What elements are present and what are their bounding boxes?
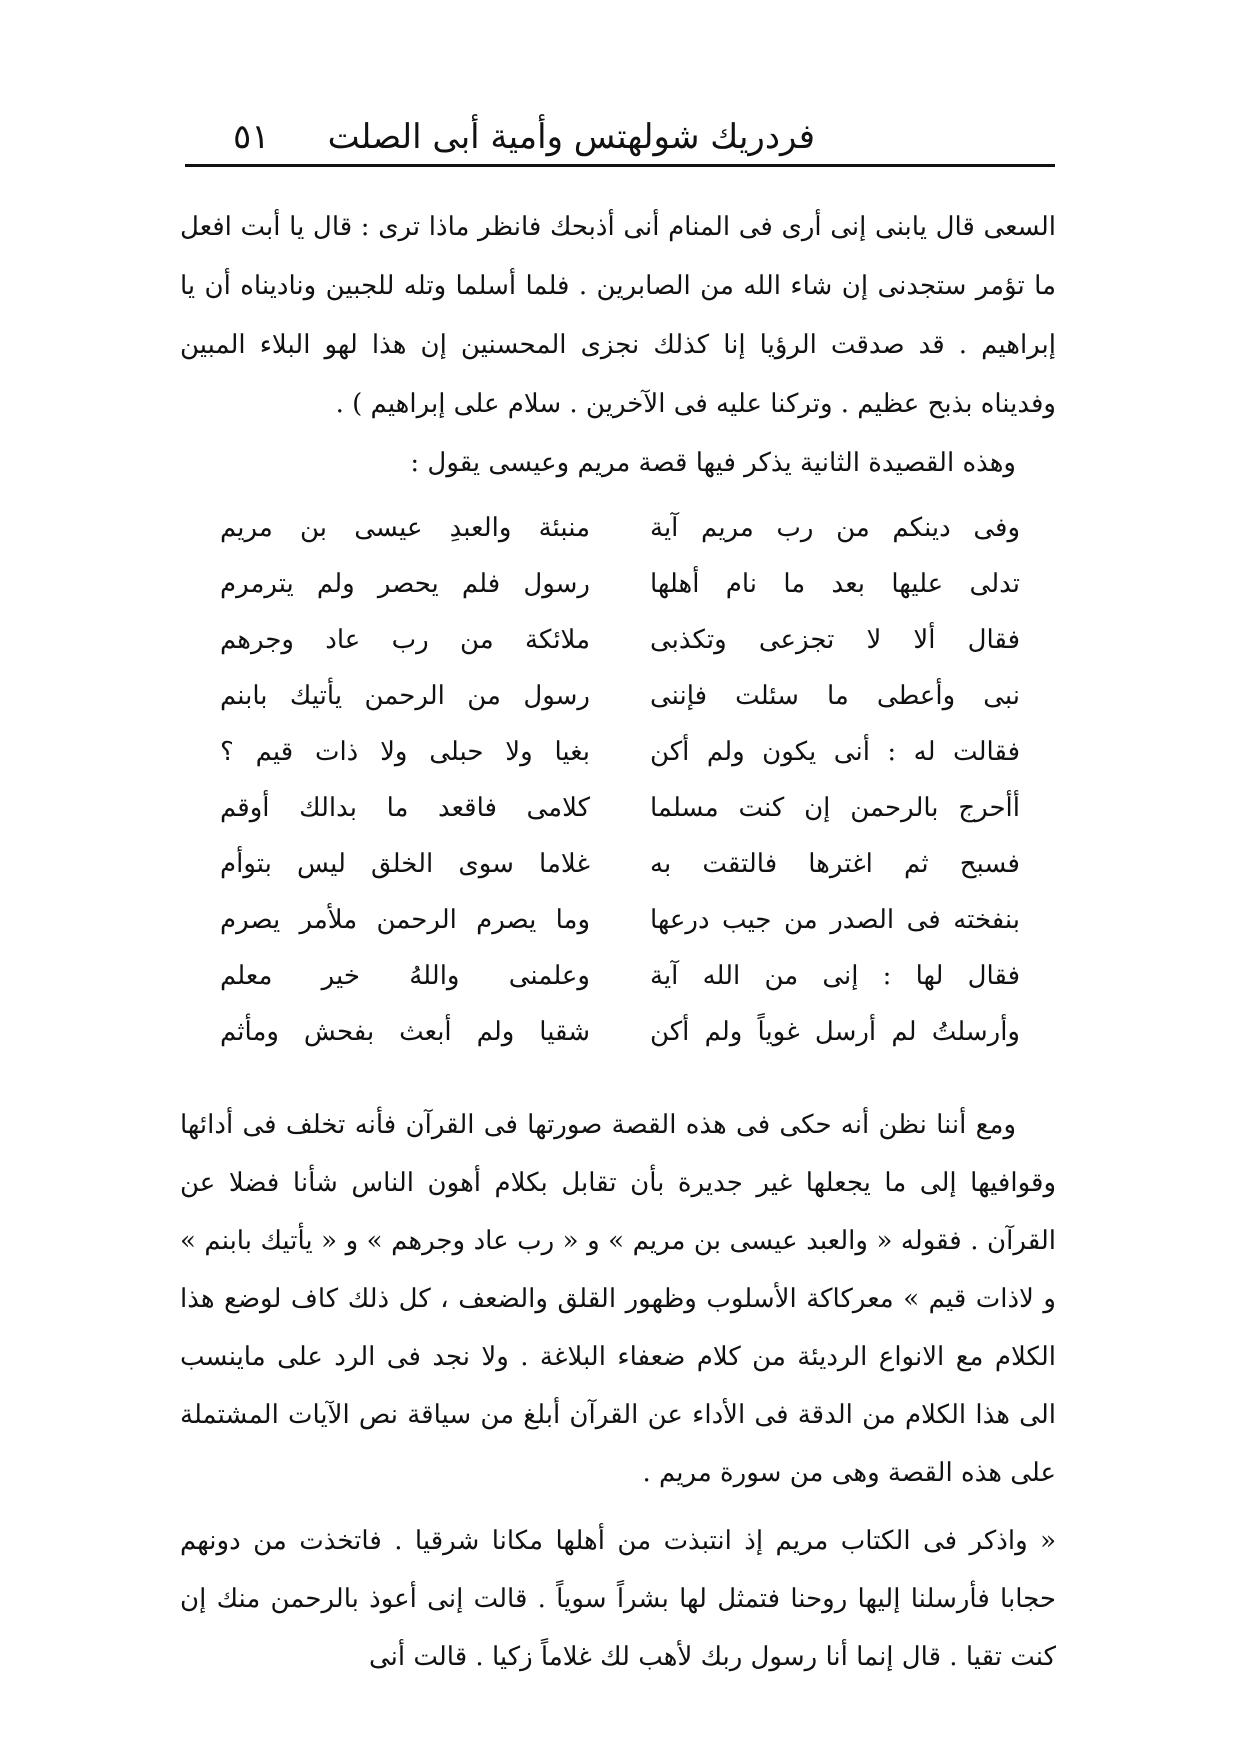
verse-first-half: فقالت له : أنى يكون ولم أكن bbox=[650, 737, 1020, 767]
poem-verse bbox=[220, 500, 1020, 556]
verse-second-half: ملائكة من رب عاد وجرهم bbox=[220, 625, 590, 655]
poem-verse bbox=[220, 948, 1020, 1004]
verse-first-half: فسبح ثم اغترها فالتقت به bbox=[650, 849, 1020, 879]
page-number: ٥١ bbox=[233, 117, 270, 157]
verse-first-half: وأرسلتُ لم أرسل غوياً ولم أكن bbox=[650, 1017, 1020, 1047]
commentary-paragraph: ومع أننا نظن أنه حكى فى هذه القصة صورتها فى القرآن فأنه تخلف فى أدائها وقوافيها إلى ما يجعلها غير جديرة بأن تقابل بكلام أهون الناس شأنا فضلا عن القرآن . فقوله « والعبد عيسى بن مريم » و « رب عاد وجرهم » و « يأتيك بابنم » و لاذات قيم » معركاكة الأسلوب وظهور القلق والضعف ، كل ذلك كاف لوضع هذا الكلام مع الانواع الرديئة من كلام ضعفاء البلاغة . ولا نجد فى الرد على ماينسب الى هذا الكلام من الدقة فى الأداء عن القرآن أبلغ من سياقة نص الآيات المشتملة على هذه القصة وهى من سورة مريم . bbox=[180, 1110, 1056, 1488]
verse-second-half: غلاما سوى الخلق ليس بتوأم bbox=[220, 849, 590, 879]
poem-verse bbox=[220, 612, 1020, 668]
verse-first-half: وفى دينكم من رب مريم آية bbox=[650, 513, 1020, 543]
verse-second-half: وما يصرم الرحمن ملأمر يصرم bbox=[220, 905, 590, 935]
poem-verse bbox=[220, 1004, 1020, 1060]
verse-second-half: وعلمنى واللهُ خير معلم bbox=[220, 961, 590, 991]
commentary-text bbox=[180, 1096, 1056, 1502]
verse-first-half: بنفخته فى الصدر من جيب درعها bbox=[650, 905, 1020, 935]
poem-verse bbox=[220, 780, 1020, 836]
quran-quotation bbox=[180, 1512, 1056, 1686]
verse-second-half: رسول من الرحمن يأتيك بابنم bbox=[220, 681, 590, 711]
verse-first-half: تدلى عليها بعد ما نام أهلها bbox=[650, 569, 1020, 599]
quran-paragraph: « واذكر فى الكتاب مريم إذ انتبذت من أهلها مكانا شرقيا . فاتخذت من دونهم حجابا فأرسلنا إليها روحنا فتمثل لها بشراً سوياً . قالت إنى أعوذ بالرحمن منك إن كنت تقيا . قال إنما أنا رسول ربك لأهب لك غلاماً زكيا . قالت أنى bbox=[180, 1526, 1056, 1672]
verse-first-half: فقال لها : إنى من الله آية bbox=[650, 961, 1020, 991]
verse-second-half: منبئة والعبدِ عيسى بن مريم bbox=[220, 513, 590, 543]
verse-second-half: بغيا ولا حبلى ولا ذات قيم ؟ bbox=[220, 737, 590, 767]
poem-verse bbox=[220, 668, 1020, 724]
poem bbox=[220, 500, 1020, 1060]
running-title: فردريك شولهتس وأمية أبى الصلت bbox=[327, 117, 815, 157]
poem-introduction: وهذه القصيدة الثانية يذكر فيها قصة مريم وعيسى يقول : bbox=[410, 448, 1016, 478]
verse-first-half: أأحرج بالرحمن إن كنت مسلما bbox=[650, 793, 1020, 823]
intro-text bbox=[180, 198, 1056, 493]
poem-verse bbox=[220, 724, 1020, 780]
page-header bbox=[205, 112, 1055, 162]
header-divider bbox=[185, 164, 1055, 167]
poem-verse bbox=[220, 892, 1020, 948]
verse-first-half: فقال ألا لا تجزعى وتكذبى bbox=[650, 625, 1020, 655]
verse-second-half: شقيا ولم أبعث بفحش ومأثم bbox=[220, 1017, 590, 1047]
verse-second-half: رسول فلم يحصر ولم يترمرم bbox=[220, 569, 590, 599]
verse-first-half: نبى وأعطى ما سئلت فإننى bbox=[650, 681, 1020, 711]
poem-verse bbox=[220, 836, 1020, 892]
intro-paragraph: السعى قال يابنى إنى أرى فى المنام أنى أذبحك فانظر ماذا ترى : قال يا أبت افعل ما تؤمر ستجدنى إن شاء الله من الصابرين . فلما أسلما وتله للجبين وناديناه أن يا إبراهيم . قد صدقت الرؤيا إنا كذلك نجزى المحسنين إن هذا لهو البلاء المبين وفديناه بذبح عظيم . وتركنا عليه فى الآخرين . سلام على إبراهيم ) . bbox=[180, 212, 1056, 419]
verse-second-half: كلامى فاقعد ما بدالك أوقم bbox=[220, 793, 590, 823]
poem-verse bbox=[220, 556, 1020, 612]
